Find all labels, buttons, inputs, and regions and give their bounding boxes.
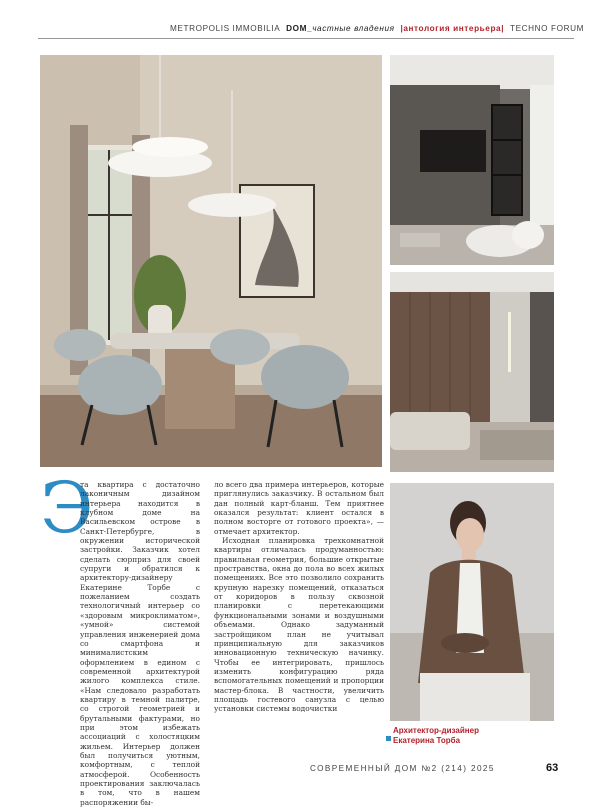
drop-cap: Э	[40, 467, 94, 549]
caption-marker-icon	[386, 736, 391, 741]
photo-caption	[393, 726, 553, 746]
designer-portrait-illustration	[390, 483, 554, 721]
header-item-metropolis: METROPOLIS IMMOBILIA	[170, 24, 281, 33]
article-column-1	[40, 467, 200, 807]
article-paragraph: ло всего два примера интерьеров, которые приглянулись заказчику. В остальном был дан полный карт-бланш. Тем приятнее оказался результат: клиент остался в полном восторге от готового проекта», — отмечает архитектор.	[214, 480, 384, 536]
magazine-footer: СОВРЕМЕННЫЙ ДОМ №2 (214) 2025	[310, 764, 495, 773]
page-number: 63	[546, 762, 559, 774]
caption-role: Архитектор-дизайнер	[393, 726, 479, 735]
article-paragraph: та квартира с достаточно лаконичным дизайном интерьера находится в клубном доме на Васильевском острове в Санкт-Петербурге, в окружении исторической застройки. Заказчик хотел сделать сюрприз для своей супруги и обратился к архитектору-дизайнеру Екатерине Торбе с пожеланием создать технологичный интерьер со «здоровым микроклиматом», «умной» системой управления инженерией дома со смартфона и минималистским оформлением в едином с современной архитектурой жилого комплекса стиле. «Нам следовало разработать квартиру в темной палитре, со строгой геометрией и брутальными фактурами, но при этом избежать ассоциаций с холостяцким жильем. Интерьер должен был получиться уютным, комфортным, с теплой атмосферой. Особенность проектирования заключалась в том, что в нашем распоряжении бы-	[80, 480, 200, 807]
header-item-dom: DOM_	[286, 24, 313, 33]
tv-wall-illustration	[390, 55, 554, 265]
article-paragraph: Исходная планировка трехкомнатной квартиры отличалась продуманностью: правильная геометрия, большие открытые пространства, окна до пола во всех жилых помещениях. Все это позволило сохранить крупную нарезку помещений, отказаться от коридоров в пользу сквозной планировки с перетекающими функциональными зонами и воздушными объемами. Однако задуманный застройщиком план не учитывал принципиальную для заказчиков инновационную техническую начинку. Чтобы ее интегрировать, пришлось изменить конфигурацию ряда вспомогательных помещений и пропорции мастер-блока. В частности, увеличить площадь гостевого санузла с целью установки системы водочистки	[214, 536, 384, 714]
caption-name: Екатерина Торба	[393, 736, 461, 745]
header-item-anthology: |антология интерьера|	[400, 24, 505, 33]
wood-wall-illustration	[390, 272, 554, 472]
living-room-wood-photo	[390, 272, 554, 472]
running-header	[170, 24, 585, 36]
dining-room-photo	[40, 55, 382, 467]
header-item-private: частные владения	[312, 24, 395, 33]
header-divider	[38, 38, 574, 39]
article-column-2	[214, 480, 384, 714]
designer-portrait-photo	[390, 483, 554, 721]
header-item-techno: TECHNO FORUM	[509, 24, 585, 33]
dining-room-illustration	[40, 55, 382, 467]
living-room-tv-photo	[390, 55, 554, 265]
